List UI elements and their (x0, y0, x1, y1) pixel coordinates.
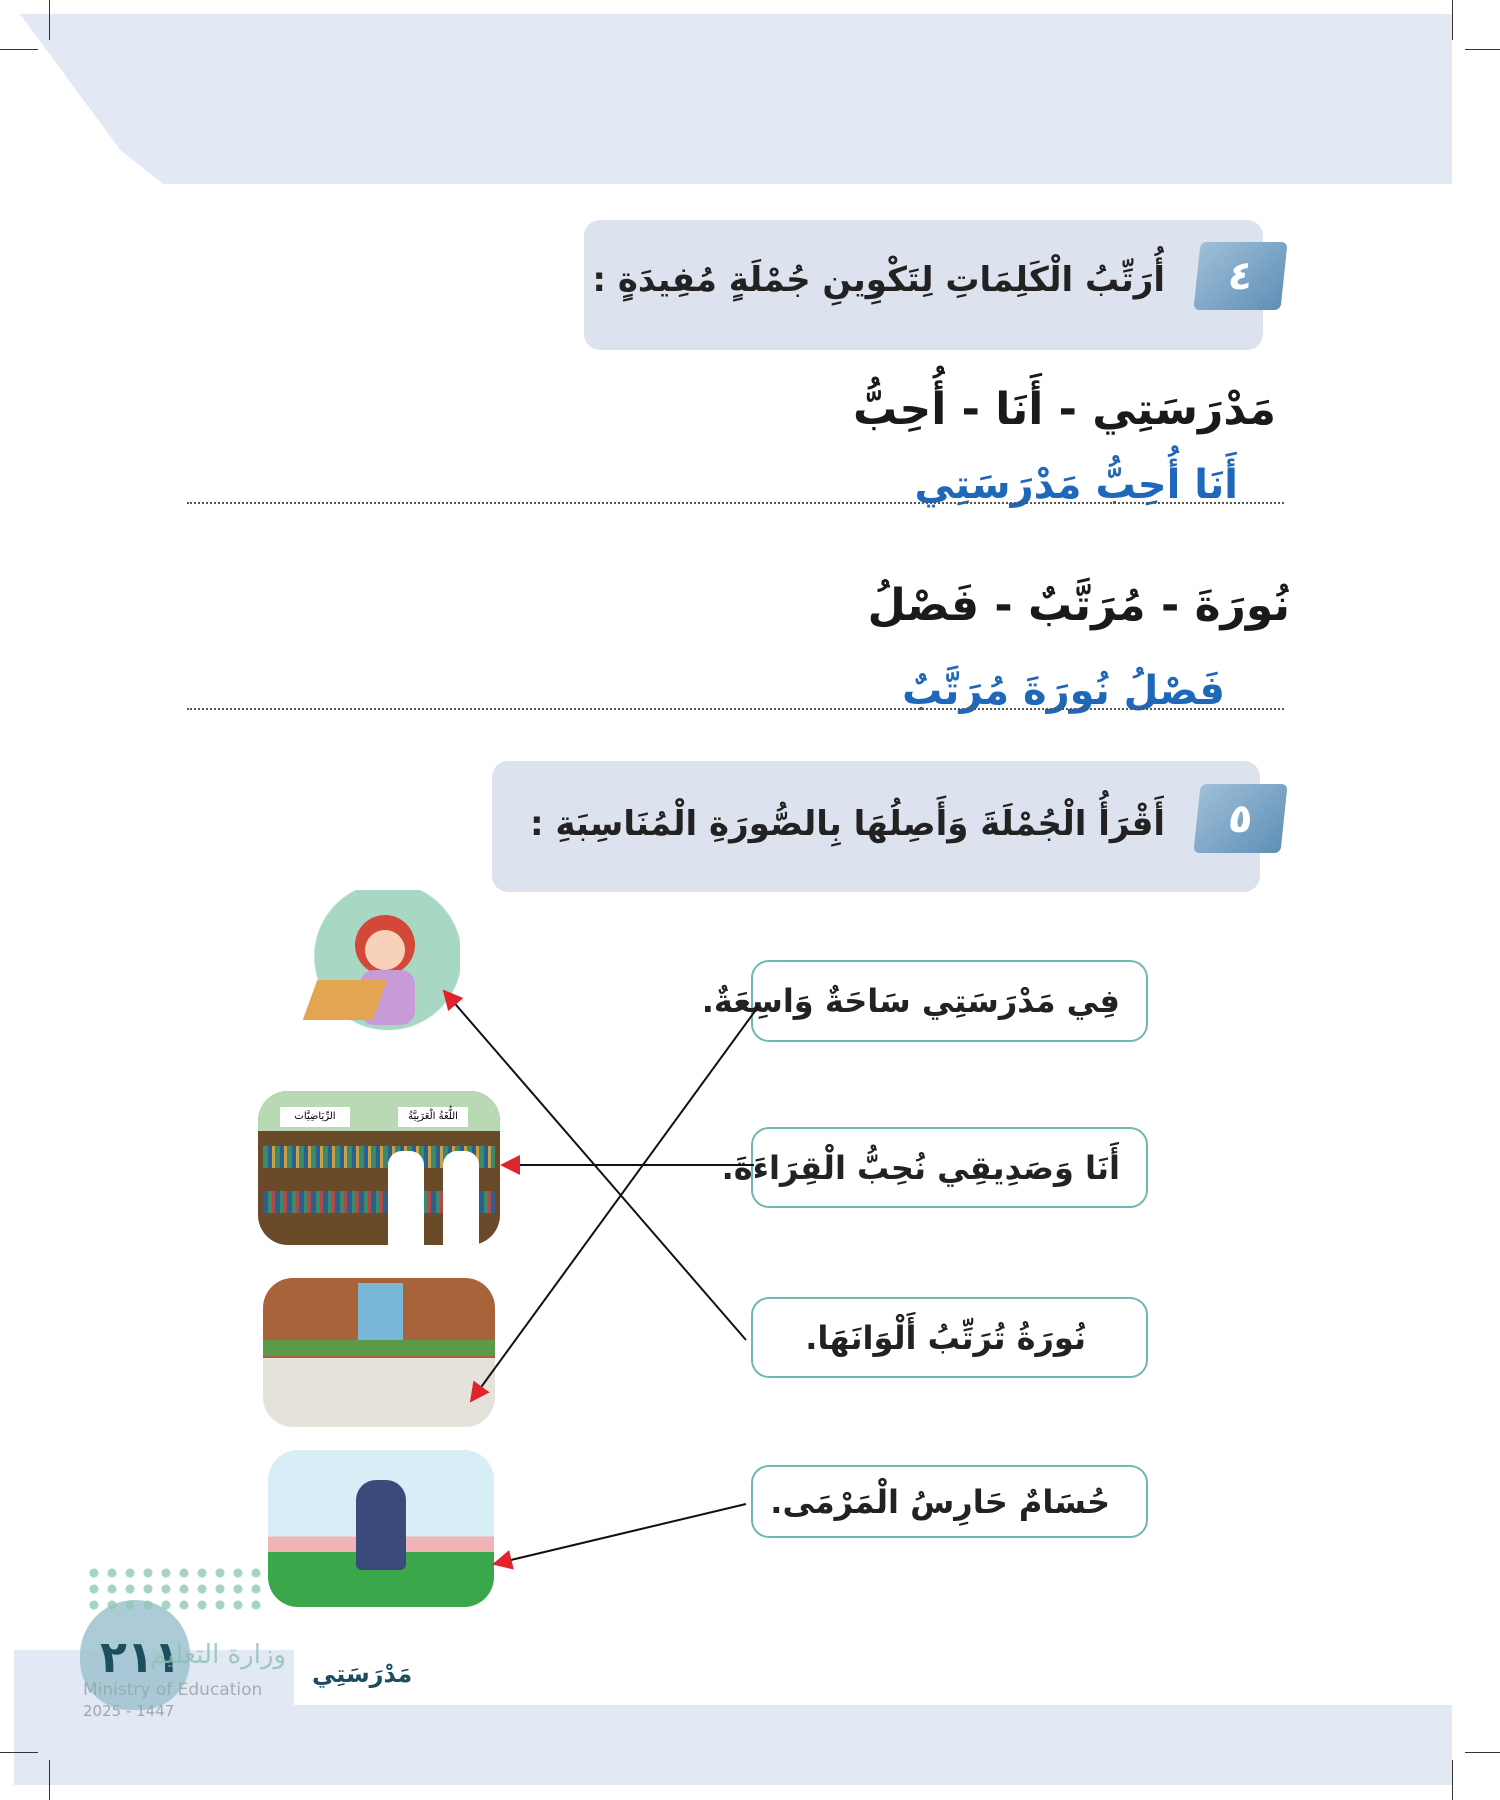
book-title: مَدْرَسَتِي (312, 1660, 413, 1688)
shelf-label-math: الرِّيَاضِيَّات (280, 1107, 350, 1127)
sentence-2[interactable]: أَنَا وَصَدِيقِي نُحِبُّ الْقِرَاءَةَ. (751, 1127, 1148, 1208)
crop-mark (1452, 0, 1453, 40)
exercise4-instruction: أُرَتِّبُ الْكَلِمَاتِ لِتَكْوِينِ جُمْلَةٍ مُفِيدَةٍ : (592, 260, 1165, 300)
arrow-sentence4-to-goalkeeper (494, 1504, 746, 1564)
crop-mark (1465, 1752, 1500, 1753)
crop-mark (1452, 1760, 1453, 1800)
ministry-logo-dots (85, 1565, 265, 1615)
crop-mark (0, 49, 38, 50)
crop-mark (49, 1760, 50, 1800)
sentence-1[interactable]: فِي مَدْرَسَتِي سَاحَةٌ وَاسِعَةٌ. (751, 960, 1148, 1042)
answer-1[interactable]: أَنَا أُحِبُّ مَدْرَسَتِي (914, 462, 1238, 508)
sentence-4[interactable]: حُسَامٌ حَارِسُ الْمَرْمَى. (751, 1465, 1148, 1538)
page-number: ٢١١ (100, 1632, 181, 1683)
crop-mark (49, 0, 50, 40)
exercise4-number-badge: ٤ (1193, 242, 1287, 310)
arrow-sentence1-to-courtyard (471, 1007, 758, 1401)
crop-mark (1465, 49, 1500, 50)
shelf-label-arabic: اللُّغَةُ الْعَرَبِيَّةُ (398, 1107, 468, 1127)
exercise5-instruction: أَقْرَأُ الْجُمْلَةَ وَأَصِلُهَا بِالصُّورَةِ الْمُنَاسِبَةِ : (529, 804, 1165, 844)
word-set-2: نُورَةَ - مُرَتَّبٌ - فَصْلُ (867, 580, 1290, 631)
ministry-name-ar: وزارة التعليم (150, 1640, 287, 1670)
footer-band (14, 1705, 1452, 1785)
word-set-1: مَدْرَسَتِي - أَنَا - أُحِبُّ (852, 384, 1276, 435)
exercise5-number-badge: ٥ (1193, 784, 1287, 853)
crop-mark (0, 1752, 38, 1753)
edition-year: 2025 - 1447 (83, 1702, 175, 1720)
ministry-name-en: Ministry of Education (83, 1680, 263, 1700)
sentence-3[interactable]: نُورَةُ تُرَتِّبُ أَلْوَانَهَا. (751, 1297, 1148, 1378)
answer-2[interactable]: فَصْلُ نُورَةَ مُرَتَّبٌ (902, 668, 1225, 714)
